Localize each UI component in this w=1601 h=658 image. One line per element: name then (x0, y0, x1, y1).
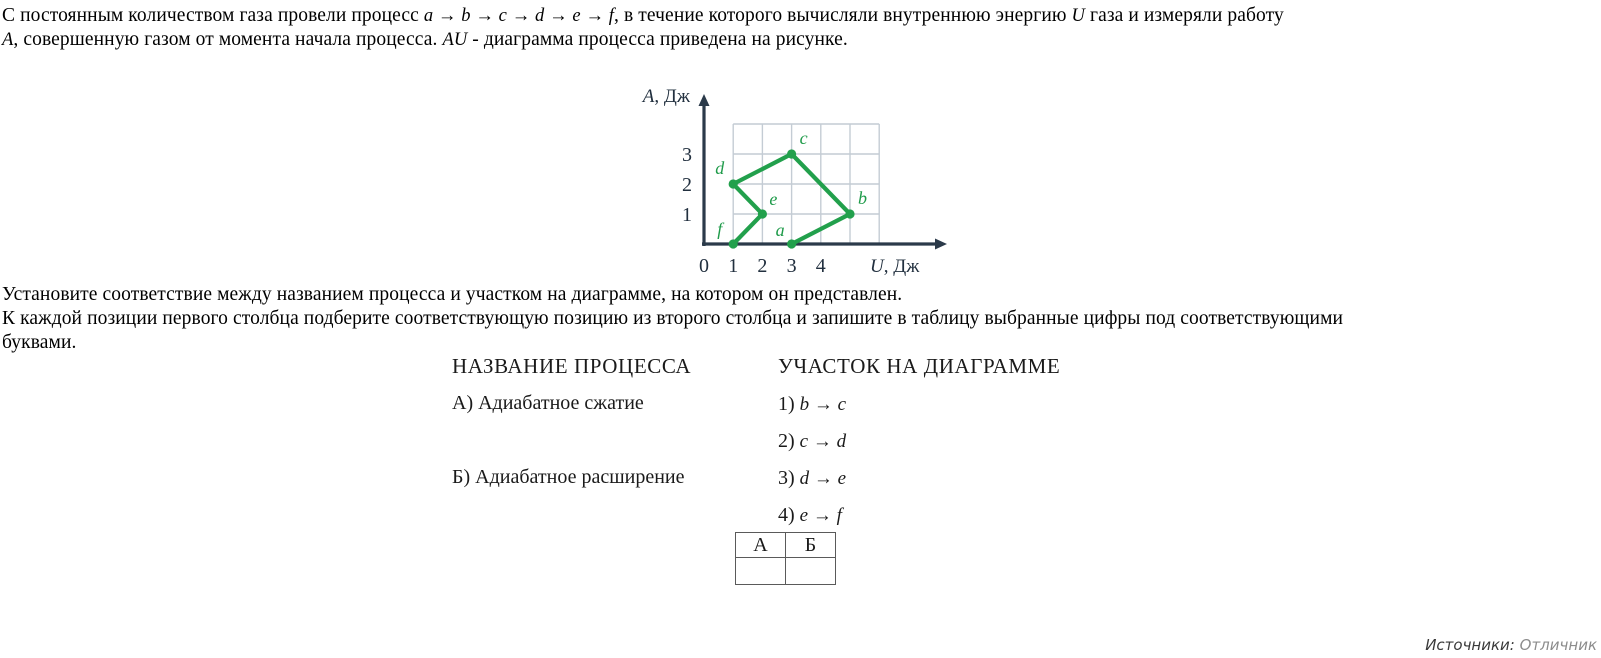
y-tick-label: 3 (682, 144, 692, 166)
intro-text-5: - диаграмма процесса приведена на рисунке. (467, 29, 848, 50)
source-footer (1425, 636, 1597, 654)
right-item-3 (778, 467, 846, 490)
point-label-b: b (858, 188, 867, 208)
y-axis-arrow-icon (699, 94, 710, 106)
left-item-a-key: А) (452, 392, 474, 414)
right-item-1 (778, 393, 846, 416)
answer-cell-b[interactable] (786, 558, 836, 585)
point-label-c: c (799, 128, 808, 148)
intro-text-3: газа и измеряли работу (1085, 5, 1284, 26)
data-point-f (729, 239, 738, 248)
process-segment-e-f (733, 214, 762, 244)
x-tick-label: 3 (786, 255, 797, 277)
left-item-b-label: Адиабатное расширение (475, 466, 685, 488)
right-item-2-num: 2) (778, 430, 795, 452)
right-item-2-expr: c → d (799, 431, 847, 452)
source-name: Отличник (1519, 636, 1597, 654)
left-column-header: НАЗВАНИЕ ПРОЦЕССА (452, 354, 692, 378)
answer-table (735, 532, 836, 585)
answer-cell-a[interactable] (736, 558, 786, 585)
point-label-f: f (717, 219, 723, 239)
y-axis-label: A, Дж (642, 86, 690, 107)
x-axis-label: U, Дж (870, 256, 920, 277)
au-diagram (620, 80, 980, 280)
intro-process-chain: a → b → c → d → e → f (423, 6, 615, 26)
data-point-d (729, 179, 738, 188)
right-column-header: УЧАСТОК НА ДИАГРАММЕ (778, 354, 1061, 378)
data-point-c (787, 149, 796, 158)
y-tick-label: 1 (682, 204, 692, 226)
intro-symbol-au: AU (442, 30, 468, 50)
x-tick-label: 4 (815, 255, 826, 277)
intro-text-2: , в течение которого вычисляли внутреннюю энергию (614, 5, 1072, 26)
process-segment-d-e (733, 184, 762, 214)
instruction-line-1: Установите соответствие между названием процесса и участком на диаграмме, на котором он представлен. (2, 284, 903, 305)
instruction-line-2: К каждой позиции первого столбца подберите соответствующую позицию из второго столбца и запишите в таблицу выбранные цифры под соответствующими буквами. (2, 308, 1344, 353)
data-point-b (845, 209, 854, 218)
y-tick-label: 2 (682, 174, 692, 196)
intro-symbol-u: U (1071, 6, 1085, 26)
x-tick-label: 2 (757, 255, 768, 277)
source-label: Источники: (1425, 636, 1515, 654)
left-item-a (452, 392, 644, 415)
x-axis-arrow-icon (935, 239, 947, 250)
point-label-e: e (769, 189, 778, 209)
data-point-a (787, 239, 796, 248)
point-label-d: d (715, 158, 725, 178)
intro-text-4: , совершенную газом от момента начала процесса. (13, 29, 443, 50)
intro-text-1: С постоянным количеством газа провели процесс (2, 5, 424, 26)
au-diagram-svg (620, 80, 980, 280)
right-item-3-num: 3) (778, 467, 795, 489)
right-item-4-num: 4) (778, 504, 795, 526)
right-item-3-expr: d → e (799, 468, 847, 489)
left-item-b-key: Б) (452, 466, 471, 488)
x-tick-label: 1 (728, 255, 739, 277)
left-item-a-label: Адиабатное сжатие (478, 392, 644, 414)
answer-header-b: Б (786, 533, 836, 558)
answer-header-a: А (736, 533, 786, 558)
right-item-1-num: 1) (778, 393, 795, 415)
problem-statement (2, 4, 1601, 52)
right-item-2 (778, 430, 846, 453)
data-point-e (758, 209, 767, 218)
answer-table-header-row (736, 533, 836, 558)
right-item-1-expr: b → c (799, 394, 847, 415)
intro-symbol-a: A (2, 30, 14, 50)
right-item-4-expr: e → f (799, 505, 842, 526)
x-tick-label: 0 (699, 255, 709, 277)
point-label-a: a (775, 220, 785, 240)
left-item-b (452, 466, 684, 489)
answer-table-input-row[interactable] (736, 558, 836, 585)
right-item-4 (778, 504, 842, 527)
